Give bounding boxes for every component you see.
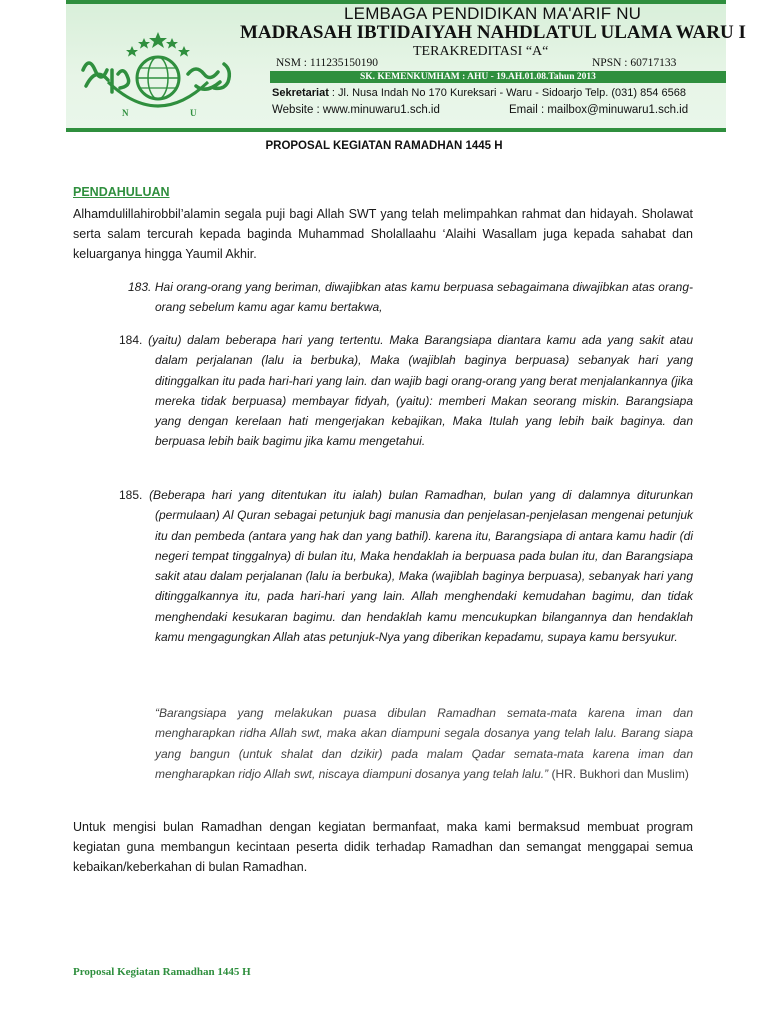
- section-heading: PENDAHULUAN: [73, 185, 170, 199]
- secretariat-label: Sekretariat: [272, 87, 329, 99]
- document-title: PROPOSAL KEGIATAN RAMADHAN 1445 H: [265, 140, 503, 152]
- nsm-number: NSM : 111235150190: [276, 57, 379, 69]
- npsn-number: NPSN : 60717133: [592, 57, 677, 69]
- hadith-quote: [155, 703, 693, 784]
- verse-number: 183.: [128, 280, 152, 294]
- logo-letter-n: N: [122, 108, 129, 118]
- institution-name: LEMBAGA PENDIDIKAN MA'ARIF NU: [344, 4, 642, 23]
- nu-logo-icon: [78, 30, 238, 120]
- website-link[interactable]: Website : www.minuwaru1.sch.id: [272, 104, 440, 116]
- verse-text: (yaitu) dalam beberapa hari yang tertentu. Maka Barangsiapa diantara kamu ada yang sakit atau dalam perjalanan (lalu ia berbuka), Maka (wajiblah baginya berpuasa) sebanyak hari yang ditinggalkan itu pada hari-hari yang lain. dan wajib bagi orang-orang yang berat menjalankannya (jika mereka tidak berpuasa) membayar fidyah, (yaitu): memberi Makan seorang miskin. Barangsiapa yang dengan kerelaan hati mengerjakan kebajikan, Maka Itulah yang lebih baik baginya. dan berpuasa lebih baik bagimu jika kamu mengetahui.: [148, 333, 693, 449]
- page-footer: Proposal Kegiatan Ramadhan 1445 H: [73, 966, 251, 978]
- accreditation: TERAKREDITASI “A“: [413, 44, 549, 59]
- secretariat-address: [272, 87, 686, 99]
- email-link[interactable]: Email : mailbox@minuwaru1.sch.id: [509, 104, 689, 116]
- verse-number: 184.: [119, 333, 143, 347]
- hadith-source: (HR. Bukhori dan Muslim): [548, 766, 689, 781]
- verse-number: 185.: [119, 488, 143, 502]
- verse-183: [128, 277, 693, 318]
- hadith-text: “Barangsiapa yang melakukan puasa dibulan Ramadhan semata-mata karena iman dan mengharapkan ridha Allah swt, maka akan diampuni segala dosanya yang telah lalu. Barang siapa yang bangun (untuk shalat dan dzikir) pada malam Qadar semata-mata karena iman dan mengharapkan ridjo Allah swt, niscaya diampuni dosanya yang telah lalu.”: [155, 706, 693, 781]
- verse-text: (Beberapa hari yang ditentukan itu ialah) bulan Ramadhan, bulan yang di dalamnya diturunkan (permulaan) Al Quran sebagai petunjuk bagi manusia dan penjelasan-penjelasan mengenai petunjuk itu dan pembeda (antara yang hak dan yang bathil). karena itu, Barangsiapa di antara kamu hadir (di negeri tempat tinggalnya) di bulan itu, Maka hendaklah ia berpuasa pada bulan itu, dan Barangsiapa sakit atau dalam perjalanan (lalu ia berbuka), Maka (wajiblah baginya berpuasa), sebanyak hari yang ditinggalkannya itu, pada hari-hari yang lain. Allah menghendaki kemudahan bagimu, dan tidak menghendaki kesukaran bagimu. dan hendaklah kamu mencukupkan bilangannya dan hendaklah kamu mengagungkan Allah atas petunjuk-Nya yang diberikan kepadamu, supaya kamu bersyukur.: [149, 488, 694, 645]
- verse-184: [119, 330, 693, 452]
- secretariat-text: : Jl. Nusa Indah No 170 Kureksari - Waru - Sidoarjo Telp. (031) 854 6568: [328, 87, 686, 99]
- verse-185: [119, 485, 694, 647]
- closing-paragraph: Untuk mengisi bulan Ramadhan dengan kegiatan bermanfaat, maka kami bermaksud membuat program kegiatan guna membangun kecintaan peserta didik terhadap Ramadhan dan semangat menggapai semua kebaikan/keberkahan di bulan Ramadhan.: [73, 820, 693, 874]
- verse-text: Hai orang-orang yang beriman, diwajibkan atas kamu berpuasa sebagaimana diwajibkan atas orang-orang sebelum kamu agar kamu bertakwa,: [154, 280, 693, 315]
- logo-letter-u: U: [190, 108, 197, 118]
- school-name: MADRASAH IBTIDAIYAH NAHDLATUL ULAMA WARU I: [240, 22, 746, 43]
- sk-number: SK. KEMENKUMHAM : AHU - 19.AH.01.08.Tahun 2013: [360, 72, 596, 82]
- intro-paragraph: Alhamdulillahirobbil’alamin segala puji bagi Allah SWT yang telah melimpahkan rahmat dan hidayah. Sholawat serta salam tercurah kepada baginda Muhammad Sholallaahu ‘Alaihi Wasallam juga kepada sahabat dan keluarganya hingga Yaumil Akhir.: [73, 207, 693, 261]
